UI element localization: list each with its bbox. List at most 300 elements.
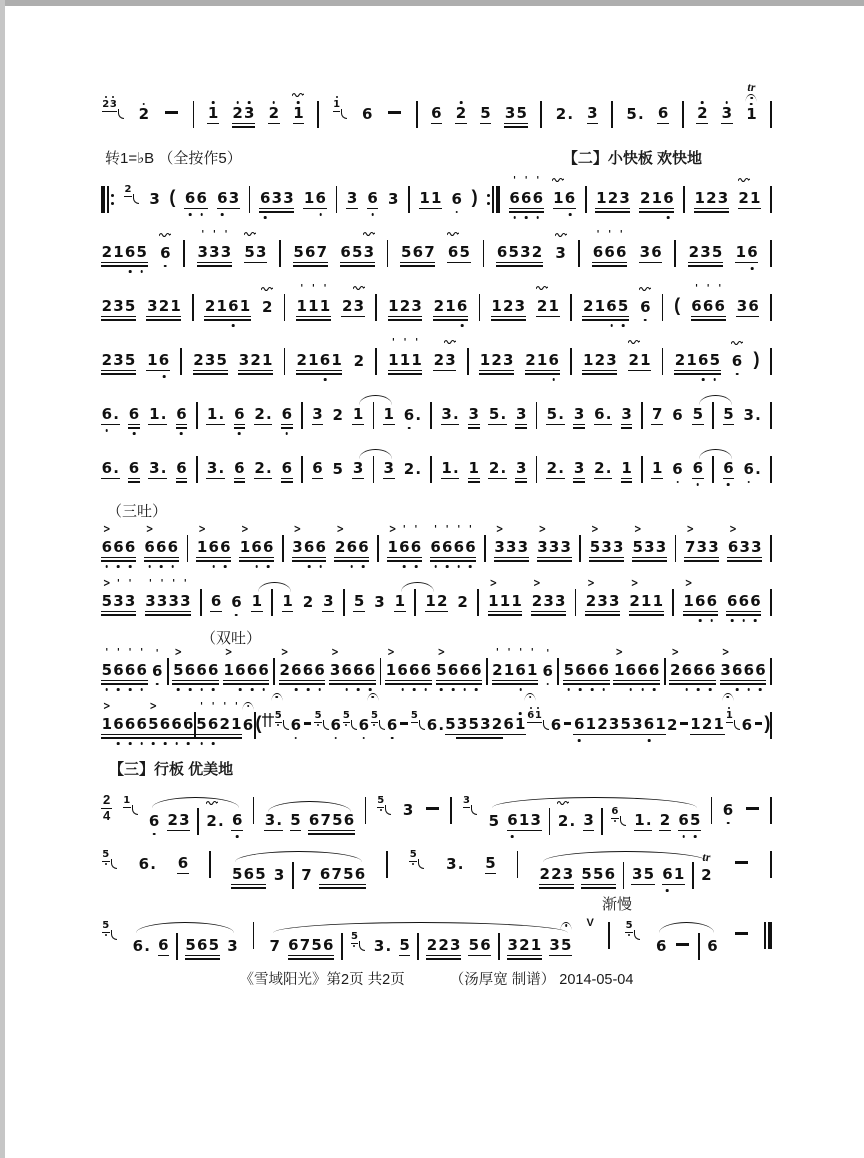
octave-dot-low xyxy=(731,619,734,622)
octave-dot-low xyxy=(307,688,310,691)
note-group: 6 . xyxy=(138,855,156,874)
barline xyxy=(557,658,559,685)
barline xyxy=(611,101,613,128)
note-group: 1 2 xyxy=(425,593,448,613)
note-group: 1 . xyxy=(148,406,167,426)
note-group: 6 7 5 6 xyxy=(319,866,366,886)
octave-dot-low xyxy=(653,688,656,691)
note-group: 2 . xyxy=(254,406,273,426)
note-group: 5 6 6 6 xyxy=(563,662,610,682)
music-line-7 xyxy=(101,446,772,493)
note-group: 2 1 6 5 xyxy=(674,352,721,372)
tonguing-mark: ' xyxy=(116,577,120,589)
barline xyxy=(253,797,255,824)
barline xyxy=(570,348,572,375)
music-line-4 xyxy=(101,284,772,331)
octave-dot-high xyxy=(728,707,730,709)
barline xyxy=(197,808,199,835)
santu-label: （三吐） xyxy=(107,502,168,520)
octave-dot-low xyxy=(129,688,132,691)
grace-note: 5 xyxy=(102,858,117,871)
barline xyxy=(387,240,389,267)
octave-dot-low xyxy=(699,619,702,622)
accent-mark: > xyxy=(684,577,693,590)
accent-mark: > xyxy=(174,646,183,659)
barline xyxy=(417,933,419,960)
note-group: 2 xyxy=(696,105,708,125)
repeat-end-barline xyxy=(487,186,500,213)
accent-mark: > xyxy=(729,523,737,536)
tonguing-mark: ' xyxy=(311,282,315,294)
tonguing-mark: ' xyxy=(694,282,699,294)
duration-dash xyxy=(755,722,763,724)
octave-dot-low xyxy=(140,742,143,745)
note-group: 3 > 3 3 xyxy=(494,539,529,559)
tremolo-mark xyxy=(244,225,256,240)
octave-dot-low xyxy=(351,565,354,568)
barline xyxy=(770,797,772,824)
fermata-mark xyxy=(243,698,254,713)
note-group: 5 > 3 ' 3 ' xyxy=(101,593,136,613)
barline xyxy=(712,456,714,483)
header-row xyxy=(101,145,772,169)
note-group: 3 > 6 6 6 xyxy=(329,662,376,682)
note-group: 5 > 6 6 6 xyxy=(436,662,483,682)
barline xyxy=(416,101,418,128)
octave-dot-low xyxy=(334,737,337,740)
note-group: 3 xyxy=(515,460,527,480)
octave-dot-low xyxy=(513,216,516,219)
note-group: 6 xyxy=(451,191,463,208)
note-group: 1 xyxy=(282,593,294,613)
octave-dot-low xyxy=(709,688,712,691)
octave-dot-low xyxy=(644,319,647,322)
note-group: 3 . xyxy=(446,855,464,874)
octave-dot-low xyxy=(212,565,215,568)
barline xyxy=(377,535,379,562)
grace-hook xyxy=(385,805,391,815)
note-group: 2 xyxy=(138,106,150,123)
note-group: 5 xyxy=(332,460,343,479)
tie-arc xyxy=(699,449,732,459)
tonguing-mark: ' xyxy=(414,523,418,535)
accent-mark: > xyxy=(538,523,547,536)
barline xyxy=(692,862,694,889)
barline xyxy=(549,808,551,835)
tonguing-mark: ' xyxy=(300,282,304,294)
note-group: 6 xyxy=(242,717,254,734)
octave-dot-low xyxy=(536,216,539,219)
music-line-3 xyxy=(101,230,772,277)
note-group: 6 1 xyxy=(662,866,685,886)
accent-mark: > xyxy=(103,577,111,590)
barline xyxy=(196,456,198,483)
grace-hook xyxy=(471,805,477,815)
octave-dot-low xyxy=(177,688,180,691)
note-group: 2 . xyxy=(555,105,574,124)
note-group: 6 . xyxy=(594,406,613,426)
barline xyxy=(253,922,255,949)
octave-dot-low xyxy=(748,688,751,691)
barline xyxy=(373,402,375,429)
octave-dot-low xyxy=(373,724,375,726)
note-group: 5 xyxy=(399,937,411,957)
fermata-mark xyxy=(722,689,733,705)
barline xyxy=(623,862,625,889)
octave-dot-high xyxy=(236,101,239,104)
octave-dot-low xyxy=(446,565,449,568)
grace-note: 6 1 xyxy=(527,719,549,732)
octave-dot-low xyxy=(200,213,203,216)
grace-hook xyxy=(323,720,329,730)
note-group: 2 xyxy=(332,406,343,425)
slur-arc xyxy=(492,797,697,808)
barline xyxy=(408,186,410,213)
tremolo-mark xyxy=(536,279,548,294)
note-group: 2 3 xyxy=(167,812,190,832)
barline xyxy=(284,294,286,321)
slur-group xyxy=(148,796,243,835)
barline xyxy=(192,294,194,321)
note-group: 3 xyxy=(374,593,385,612)
barline xyxy=(375,348,377,375)
accent-mark: > xyxy=(721,646,730,659)
note-group: 6 7 5 6 xyxy=(288,937,335,957)
note-group: 5 > 3 3 xyxy=(589,539,624,559)
octave-dot-low xyxy=(129,270,132,273)
barline xyxy=(477,589,479,616)
octave-dot-low xyxy=(277,724,279,726)
note-group: 3 5 3 xyxy=(608,716,643,736)
tonguing-mark: ' xyxy=(199,700,204,712)
grace-hook xyxy=(418,859,424,869)
slur-arc xyxy=(659,922,714,933)
octave-dot-low xyxy=(569,213,572,216)
tie-arc xyxy=(359,449,392,459)
accent-mark: > xyxy=(387,646,395,659)
octave-dot-low xyxy=(239,688,242,691)
music-line-10 xyxy=(101,648,772,695)
barline xyxy=(467,348,469,375)
tremolo-mark xyxy=(555,226,567,241)
barline xyxy=(196,402,198,429)
octave-dot-low xyxy=(224,565,227,568)
octave-dot-low xyxy=(461,324,464,327)
barline xyxy=(662,294,664,321)
note-group: 3 ' 3 ' 3 ' 3 ' xyxy=(145,593,192,613)
barline xyxy=(380,658,382,685)
note-group: 5 . xyxy=(546,406,565,426)
barline xyxy=(575,589,577,616)
note-group: 2 1 6 5 xyxy=(582,298,629,318)
octave-dot-low xyxy=(682,835,685,838)
octave-dot-low xyxy=(180,432,183,435)
note-group: 3 xyxy=(352,460,364,480)
octave-dot-low xyxy=(371,213,374,216)
tremolo-mark xyxy=(363,225,375,240)
barline xyxy=(770,186,772,213)
tonguing-mark: ' xyxy=(519,646,523,658)
barline xyxy=(770,240,772,267)
note-group: 3 xyxy=(621,406,633,426)
octave-dot-low xyxy=(546,683,549,686)
octave-dot-high xyxy=(530,707,532,709)
note-group: 3 2 1 xyxy=(507,937,542,957)
note-group: 6 1 xyxy=(503,716,526,736)
slur-group xyxy=(264,800,355,832)
slur-arc xyxy=(152,797,239,808)
octave-dot-low xyxy=(353,945,355,947)
note-group: 2 3 5 xyxy=(101,298,136,318)
octave-dot-low xyxy=(295,688,298,691)
grace-hook xyxy=(351,720,357,730)
duration-dash xyxy=(426,807,439,809)
barline xyxy=(301,402,303,429)
octave-dot-low xyxy=(345,724,347,726)
grace-hook xyxy=(419,720,425,730)
tonguing-mark: ' xyxy=(212,228,216,240)
barline xyxy=(200,589,202,616)
note-group: 2 xyxy=(455,105,467,125)
barline xyxy=(209,851,211,878)
note-group: 1 > 6 6 xyxy=(239,539,274,559)
octave-dot-low xyxy=(172,565,175,568)
note-group: 6 1 2 xyxy=(573,716,608,736)
octave-dot-low xyxy=(743,619,746,622)
tonguing-mark: ' xyxy=(513,174,517,186)
grace-hook xyxy=(543,720,549,730)
octave-dot-low xyxy=(236,835,239,838)
note-group: 5 . xyxy=(626,105,644,124)
note-group: 6 xyxy=(722,802,734,819)
accent-mark: > xyxy=(587,577,595,590)
tonguing-mark: ' xyxy=(530,646,534,658)
grace-note: 1 xyxy=(123,804,138,817)
octave-dot-low xyxy=(711,619,714,622)
note-group: 6 xyxy=(723,460,735,480)
octave-dot-low xyxy=(106,429,109,432)
note-group: 6 xyxy=(176,406,188,426)
accent-mark: > xyxy=(633,523,642,536)
footer-row xyxy=(101,966,772,990)
note-group: 2 1 6 xyxy=(525,352,560,372)
note-group: 2 3 xyxy=(341,298,364,318)
note-group: 1 xyxy=(251,593,263,613)
note-group: 6 xyxy=(234,406,246,426)
duration-dash xyxy=(388,111,401,113)
note-group: 5 5 6 xyxy=(581,866,616,886)
note-group: 6 xyxy=(707,937,718,956)
barline xyxy=(712,402,714,429)
octave-dot-high xyxy=(750,103,753,106)
note-group: 1 xyxy=(651,460,663,480)
note-group: 1 6 xyxy=(553,190,576,210)
octave-dot-high xyxy=(273,101,276,104)
tremolo-mark xyxy=(628,333,640,348)
barline xyxy=(484,535,486,562)
barline xyxy=(579,535,581,562)
tonguing-mark: ' xyxy=(507,646,511,658)
tonguing-mark: ' xyxy=(457,523,461,535)
duration-dash xyxy=(680,722,688,724)
grace-note: 5 xyxy=(411,719,426,732)
tonguing-mark: ' xyxy=(160,577,164,589)
octave-dot-low xyxy=(152,742,155,745)
music-line-12 xyxy=(101,787,772,834)
tremolo-mark xyxy=(738,171,750,186)
barline xyxy=(540,101,542,128)
trill-fermata-mark xyxy=(746,81,757,102)
note-group: 3 xyxy=(573,460,585,480)
duration-dash xyxy=(735,861,748,863)
accent-mark: > xyxy=(293,523,302,536)
repeat-dots xyxy=(111,194,114,205)
accent-mark: > xyxy=(671,646,679,659)
note-group: 5 > 3 3 xyxy=(632,539,667,559)
parenthesis: ) xyxy=(753,349,760,369)
octave-dot-low xyxy=(391,737,394,740)
barline xyxy=(662,348,664,375)
jianman-label: 渐慢 xyxy=(601,895,632,913)
note-group: 3 . xyxy=(206,460,225,480)
final-barline xyxy=(764,922,772,949)
note-group: 2 > 3 3 xyxy=(585,593,620,613)
octave-dot-low xyxy=(117,565,120,568)
grace-hook xyxy=(620,816,626,826)
fermata-mark xyxy=(561,918,572,933)
note-group: 2 xyxy=(261,299,273,316)
note-group: 3 xyxy=(383,460,395,480)
barline xyxy=(675,535,677,562)
slur-group xyxy=(132,921,238,960)
key-signature-text: 转1=♭B （全按作5） xyxy=(105,149,242,167)
barline xyxy=(414,589,416,616)
octave-dot-low xyxy=(232,324,235,327)
tremolo-mark xyxy=(292,86,304,101)
note-group: 1 . xyxy=(206,406,225,426)
note-group: 5 xyxy=(290,812,302,832)
octave-dot-low xyxy=(519,688,522,691)
note-group: 3 . xyxy=(441,406,460,426)
note-group: 6 ' 6 ' 6 ' xyxy=(592,244,627,264)
tonguing-mark: ' xyxy=(434,523,438,535)
octave-dot-high xyxy=(248,101,251,104)
octave-dot-low xyxy=(401,688,404,691)
barline xyxy=(365,797,367,824)
note-group: 6 6 6 xyxy=(726,593,761,613)
barline xyxy=(284,348,286,375)
note-group: 3 xyxy=(402,801,414,820)
note-group: 7 xyxy=(301,866,312,885)
octave-dot-low xyxy=(317,724,319,726)
note-group: 2 > 6 6 6 xyxy=(279,662,326,682)
note-group: 5 xyxy=(485,855,497,875)
octave-dot-low xyxy=(187,742,190,745)
note-group: 6 xyxy=(234,460,246,480)
section3-heading: 【三】行板 优美地 xyxy=(109,760,234,778)
octave-dot-low xyxy=(412,863,414,865)
grace-note: 6 xyxy=(611,815,626,828)
octave-dot-high xyxy=(105,96,107,98)
tonguing-mark: ' xyxy=(718,282,722,294)
tonguing-mark: ' xyxy=(128,577,132,589)
note-group: 1 > 6 6 6 xyxy=(385,662,432,682)
accent-mark: > xyxy=(103,700,111,713)
tremolo-mark xyxy=(639,280,651,295)
octave-dot-low xyxy=(264,216,267,219)
tonguing-mark: ' xyxy=(468,523,472,535)
note-group: 6 xyxy=(128,460,140,480)
trill-mark: tr xyxy=(702,850,711,865)
accent-mark: > xyxy=(533,577,541,590)
octave-dot-low xyxy=(630,688,633,691)
note-group: 7 xyxy=(269,937,280,956)
grace-note: 1 xyxy=(726,719,741,732)
duration-dash xyxy=(564,722,572,724)
note-group: 1 > 6 6 6 xyxy=(101,716,148,736)
note-group: 2 1 xyxy=(738,190,761,210)
barline xyxy=(698,933,700,960)
tonguing-mark: ' xyxy=(211,700,215,712)
note-group: 3 > 6 6 6 xyxy=(720,662,767,682)
barline xyxy=(770,456,772,483)
tonguing-mark: ' xyxy=(596,228,600,240)
accent-mark: > xyxy=(145,523,154,536)
octave-dot-high xyxy=(519,712,522,715)
barline xyxy=(430,402,432,429)
barline xyxy=(770,535,772,562)
note-group: 3 xyxy=(346,190,358,210)
note-group: 1 xyxy=(383,406,395,426)
octave-dot-low xyxy=(164,265,167,268)
note-group: 1 > 1 1 xyxy=(488,593,523,613)
note-group: 6 ' 6 ' 6 ' xyxy=(691,298,726,318)
free-time-symbol xyxy=(262,712,274,733)
note-group: 1 > 6 6 xyxy=(196,539,231,559)
note-group: 5 6 xyxy=(468,937,491,957)
barline xyxy=(282,535,284,562)
parenthesis: ( xyxy=(169,187,176,207)
note-group: 6 xyxy=(386,717,398,734)
note-group: 6 5 3 xyxy=(340,244,375,264)
note-group: 5 xyxy=(445,716,457,736)
note-group: 1 xyxy=(207,105,219,125)
octave-dot-low xyxy=(641,688,644,691)
tonguing-mark: ' xyxy=(323,282,327,294)
note-group: 6 xyxy=(731,353,743,370)
octave-dot-low xyxy=(324,378,327,381)
octave-dot-low xyxy=(457,565,460,568)
note-group: 5 > 6 6 6 xyxy=(148,716,195,736)
octave-dot-low xyxy=(511,835,514,838)
fermata-mark xyxy=(367,689,378,705)
note-group: 6 ' 6 ' 6 ' xyxy=(509,190,544,210)
slur-arc xyxy=(136,922,234,933)
note-group: 1 6 xyxy=(146,352,169,372)
note-group: 2 . xyxy=(546,460,565,480)
note-group: 3 6 xyxy=(736,298,759,318)
octave-dot-low xyxy=(403,565,406,568)
note-group: 6 > 6 6 xyxy=(101,539,136,559)
octave-dot-low xyxy=(153,833,156,836)
note-group: 1 > 6 6 6 xyxy=(613,662,660,682)
barline xyxy=(373,456,375,483)
barline xyxy=(301,456,303,483)
octave-dot-low xyxy=(697,688,700,691)
note-group: 2 xyxy=(302,593,314,612)
octave-dot-low xyxy=(602,688,605,691)
note-group: 2 . xyxy=(488,460,507,480)
